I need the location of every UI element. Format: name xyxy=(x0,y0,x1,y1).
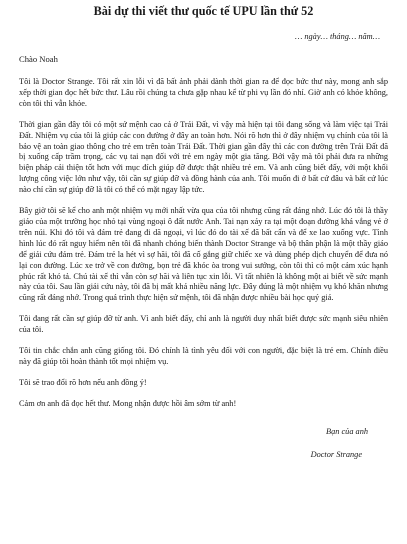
paragraph-belief: Tôi tin chắc chắn anh cũng giống tôi. Đó chính là tình yêu đối với con người, đặc biệt là trẻ em. Chính điều này đã giúp tôi hoàn thành tốt mọi nhiệm vụ. xyxy=(19,346,388,366)
letter-title: Bài dự thi viết thư quốc tế UPU lần thứ 52 xyxy=(93,4,314,18)
paragraph-mission: Thời gian gần đây tôi có một sứ mệnh cao cả ở Trái Đất, vì vậy mà hiện tại tôi đang sống và làm việc tại Trái Đất. Nhiệm vụ của tôi là giúp các con đường ở đây an toàn hơn. Nói rõ hơn thì ở đây nhiệm vụ chính của tôi là bảo vệ an toàn giao thông cho trẻ em trên toàn Trái Đất. Thời gian gần đây thì các con đường trên Trái Đất đã bị xuống cấp trầm trọng, các vụ tai nạn đối với trẻ em ngày một gia tăng. Bởi vậy mà tôi phải đưa ra những biện pháp cải thiện tốt hơn với mục đích giúp đỡ được thật nhiều trẻ em. Và anh cũng biết đấy, với một khối lượng công việc lớn như vậy, tôi cần sự giúp đỡ và đồng hành của anh. Tôi muốn đi ở bất cứ đâu và bất cứ lúc nào chỉ cần sự giúp đỡ là tôi có thể có mặt ngay lập tức. xyxy=(19,119,388,195)
paragraph-story: Bây giờ tôi sẽ kể cho anh một nhiệm vụ mới nhất vừa qua của tôi nhưng cũng rất đáng nhớ. Lúc đó tôi là thầy giáo của một trường học nhỏ tại vùng ngoại ô đất nước Anh. Tai nạn xảy ra tại một đoạn đường khá vắng vẻ ở trên núi. Khi đó tôi và đám trẻ đang đi dã ngoại, vì lúc đó do tài xế đã bất cẩn và để xe lao xuống vực. Tình hình lúc đó rất nguy hiểm nên tôi đã nhanh chóng biến thành Doctor Strange và bộ thân phận là một thầy giáo để giải cứu đám trẻ. Đám trẻ la hét vì sợ hãi, tôi đã cố gắng giữ chiếc xe và dùng phép dịch chuyển để đưa nó lại con đường. Lúc xe trở về con đường, bọn trẻ đã khóc òa trong vui sướng, còn tôi thì có một cảm xúc hạnh phúc rất khó tả. Chú tài xế thì vẫn còn sợ hãi và liên tục xin lỗi. Vì tất nhiên là không một ai biết về sức mạnh này của tôi. Sau lần giải cứu này, tôi đã bị mất khá nhiều năng lực. Đây đúng là một nhiệm vụ khó khăn nhưng cũng rất đáng nhớ. Trong quá trình thực hiện sứ mệnh, tôi đã nhận được nhiều bài học quý giá. xyxy=(19,206,388,303)
paragraph-request: Tôi đang rất cần sự giúp đỡ từ anh. Vì anh biết đấy, chỉ anh là người duy nhất biết được sức mạnh siêu nhiên của tôi. xyxy=(19,314,388,335)
paragraph-offer: Tôi sẽ trao đổi rõ hơn nếu anh đồng ý! xyxy=(19,377,147,387)
greeting: Chào Noah xyxy=(19,54,58,64)
signature-name: Doctor Strange xyxy=(310,449,362,459)
paragraph-thanks: Cảm ơn anh đã đọc hết thư. Mong nhận được hồi âm sớm từ anh! xyxy=(19,398,237,408)
date-line: … ngày… tháng… năm… xyxy=(294,32,380,41)
signature-closing: Bạn của anh xyxy=(326,426,368,436)
paragraph-intro: Tôi là Doctor Strange. Tôi rất xin lỗi vì đã bất ảnh phải dành thời gian ra để đọc bức thư này, mong anh sắp xếp thời gian đọc hết bức thư. Lâu rồi chúng ta chưa gặp nhau kể từ phi vụ lần đó nhỉ. Giờ anh có khỏe không, còn tôi thì vẫn khỏe. xyxy=(19,77,388,108)
